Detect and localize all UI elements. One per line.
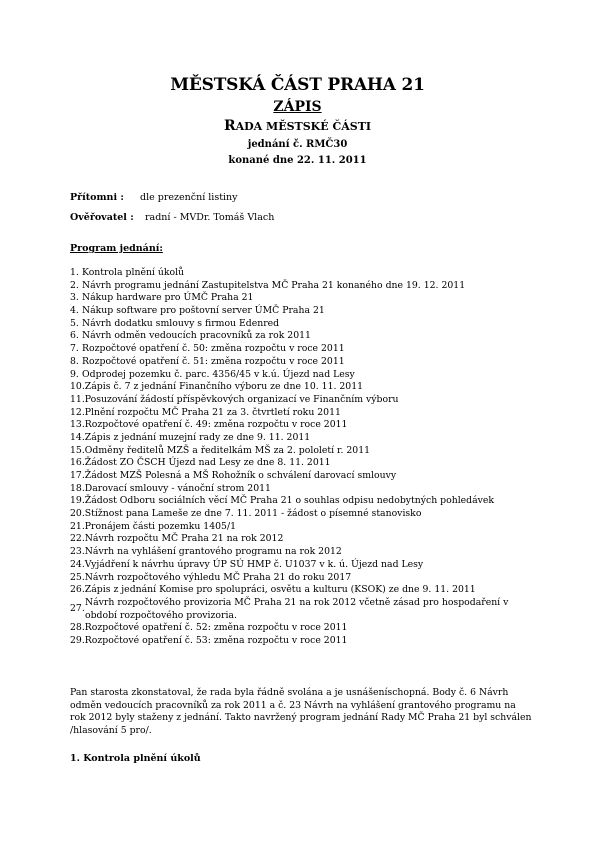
agenda-item-text: Odprodej pozemku č. parc. 4356/45 v k.ú. Újezd nad Lesy (82, 368, 355, 380)
agenda-item-number: 27. (70, 603, 85, 615)
minutes-title: ZÁPIS (273, 99, 322, 115)
agenda-item (70, 635, 540, 648)
agenda-item (70, 495, 540, 508)
agenda-item-number: 10. (70, 381, 85, 393)
agenda-item (70, 280, 540, 293)
agenda-item-text: Darovací smlouvy - vánoční strom 2011 (84, 482, 271, 494)
agenda-item-text: Posuzování žádostí příspěvkových organizací ve Finančním výboru (84, 393, 399, 405)
agenda-item (70, 356, 540, 369)
agenda-item-number: 26. (70, 584, 85, 596)
meeting-date: konané dne 22. 11. 2011 (228, 155, 367, 166)
agenda-item-number: 1. (70, 267, 79, 278)
agenda-item-text: Zápis č. 7 z jednání Finančního výboru ze dne 10. 11. 2011 (84, 381, 364, 393)
agenda-item (70, 394, 540, 407)
agenda-item (70, 292, 540, 305)
agenda-item-number: 3. (70, 292, 79, 304)
agenda-item-text: Rozpočtové opatření č. 51: změna rozpočtu v roce 2011 (82, 355, 345, 367)
agenda-item-text: Vyjádření k návrhu úpravy ÚP SÚ HMP č. U1037 v k. ú. Újezd nad Lesy (84, 558, 424, 570)
agenda-item (70, 432, 540, 445)
agenda-item-text: Návrh rozpočtu MČ Praha 21 na rok 2012 (84, 533, 284, 545)
agenda-item-number: 8. (70, 355, 79, 367)
agenda-item-text: Rozpočtové opatření č. 49: změna rozpočtu v roce 2011 (84, 419, 348, 431)
verifier-value: radní - MVDr. Tomáš Vlach (145, 212, 275, 223)
agenda-item (70, 521, 540, 534)
agenda-item-text: Pronájem části pozemku 1405/1 (84, 520, 237, 532)
verifier-row (70, 212, 275, 223)
agenda-item (70, 330, 540, 343)
agenda-item (70, 483, 540, 496)
agenda-item-number: 4. (70, 305, 79, 317)
agenda-item-text: Nákup hardware pro ÚMČ Praha 21 (82, 292, 254, 304)
council-title-rest: ADA MĚSTSKÉ ČÁSTI (235, 120, 372, 133)
agenda-item (70, 559, 540, 572)
present-row (70, 192, 238, 203)
summary-paragraph: Pan starosta zkonstatoval, že rada byla řádně svolána a je usnášeníschopná. Body č. 6 Návrh odměn vedoucích pracovníků za rok 2011 a č. 23 Návrh na vyhlášení grantového programu na rok 2012 byly staženy z jednání. Takto navržený program jednání Rady MČ Praha 21 byl schválen /hlasování 5 pro/. (70, 687, 532, 737)
agenda-item-text: Zápis z jednání Komise pro spolupráci, osvětu a kulturu (KSOK) ze dne 9. 11. 2011 (84, 584, 476, 596)
agenda-item-text: Žádost ZO ČSCH Újezd nad Lesy ze dne 8. 11. 2011 (84, 457, 331, 469)
agenda-item-number: 24. (70, 558, 85, 570)
agenda-item (70, 305, 540, 318)
present-value: dle prezenční listiny (140, 192, 238, 203)
agenda-item (70, 470, 540, 483)
agenda-item (70, 419, 540, 432)
agenda-item-text: Návrh rozpočtového provizoria MČ Praha 21 na rok 2012 včetně zásad pro hospodaření v období rozpočtového provizoria. (85, 596, 509, 621)
agenda-item (70, 572, 540, 585)
agenda-item-number: 14. (70, 431, 85, 443)
present-label: Přítomni : (70, 192, 124, 203)
agenda-item-number: 13. (70, 419, 85, 431)
agenda-item-number: 12. (70, 406, 85, 418)
agenda-item (70, 407, 540, 420)
district-title: MĚSTSKÁ ČÁST PRAHA 21 (170, 75, 425, 95)
agenda-item (70, 318, 540, 331)
agenda-item-number: 15. (70, 444, 85, 456)
agenda-item-text: Návrh na vyhlášení grantového programu na rok 2012 (84, 546, 342, 558)
agenda-item-number: 22. (70, 533, 85, 545)
agenda-item-number: 29. (70, 634, 85, 646)
agenda-item (70, 343, 540, 356)
meeting-number: jednání č. RMČ30 (247, 139, 348, 150)
agenda-item-text: Návrh dodatku smlouvy s firmou Edenred (82, 317, 280, 329)
agenda-item (70, 445, 540, 458)
agenda-item (70, 369, 540, 382)
agenda-item (70, 546, 540, 559)
agenda-item-number: 21. (70, 520, 85, 532)
agenda-item-text: Rozpočtové opatření č. 53: změna rozpočtu v roce 2011 (84, 634, 348, 646)
agenda-item (70, 622, 540, 635)
section-heading: 1. Kontrola plnění úkolů (70, 753, 201, 764)
agenda-item-number: 9. (70, 368, 79, 380)
council-title (0, 118, 595, 134)
agenda-item-number: 19. (70, 495, 85, 507)
agenda-item-text: Odměny ředitelů MZŠ a ředitelkám MŠ za 2. pololetí r. 2011 (84, 444, 371, 456)
agenda-item-text: Návrh odměn vedoucích pracovníků za rok 2011 (82, 330, 311, 342)
agenda-list (70, 267, 540, 648)
agenda-item (70, 267, 540, 280)
agenda-item-number: 6. (70, 330, 79, 342)
agenda-item-text: Plnění rozpočtu MČ Praha 21 za 3. čtvrtletí roku 2011 (84, 406, 341, 418)
agenda-item (70, 457, 540, 470)
agenda-item (70, 584, 540, 597)
agenda-item-text: Žádost MZŠ Polesná a MŠ Rohožník o schválení darovací smlouvy (84, 470, 397, 481)
agenda-item-text: Rozpočtové opatření č. 50: změna rozpočtu v roce 2011 (82, 343, 345, 355)
agenda-item-number: 16. (70, 457, 85, 469)
agenda-item-number: 28. (70, 622, 85, 634)
agenda-item-text: Návrh programu jednání Zastupitelstva MČ Praha 21 konaného dne 19. 12. 2011 (82, 279, 466, 291)
agenda-item-number: 5. (70, 317, 79, 329)
agenda-item (70, 533, 540, 546)
agenda-item-text: Nákup software pro poštovní server ÚMČ Praha 21 (82, 305, 325, 317)
agenda-item-text: Zápis z jednání muzejní rady ze dne 9. 11. 2011 (84, 431, 311, 443)
agenda-item-number: 11. (70, 393, 85, 405)
council-title-initial: R (223, 118, 236, 134)
verifier-label: Ověřovatel : (70, 212, 134, 223)
agenda-item-text: Návrh rozpočtového výhledu MČ Praha 21 do roku 2017 (84, 571, 352, 583)
agenda-item (70, 508, 540, 521)
agenda-item (70, 381, 540, 394)
agenda-item-text: Kontrola plnění úkolů (82, 267, 185, 278)
agenda-item-number: 20. (70, 508, 85, 520)
agenda-item-text: Rozpočtové opatření č. 52: změna rozpočtu v roce 2011 (84, 622, 348, 634)
agenda-item-number: 7. (70, 343, 79, 355)
agenda-item-number: 2. (70, 279, 79, 291)
agenda-item-text: Stížnost pana Lameše ze dne 7. 11. 2011 - žádost o písemné stanovisko (84, 508, 422, 520)
agenda-item (70, 597, 540, 622)
agenda-item-number: 25. (70, 571, 85, 583)
agenda-item-text: Žádost Odboru sociálních věcí MČ Praha 21 o souhlas odpisu nedobytných pohledávek (84, 495, 495, 507)
program-title: Program jednání: (70, 243, 163, 254)
agenda-item-number: 18. (70, 482, 85, 494)
agenda-item-number: 23. (70, 546, 85, 558)
agenda-item-number: 17. (70, 470, 85, 481)
